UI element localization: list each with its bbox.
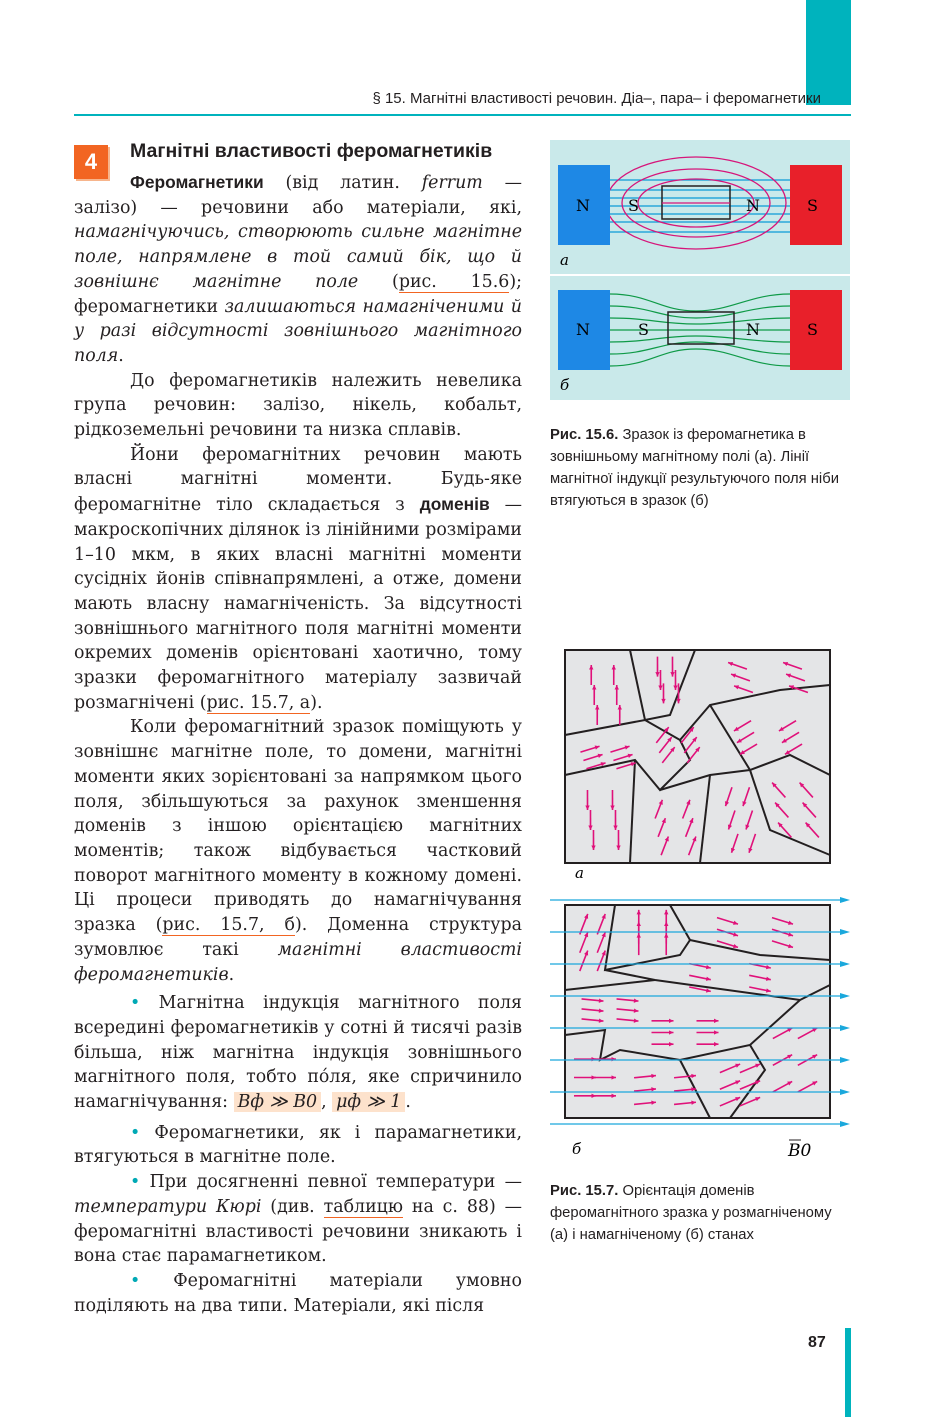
bullet-icon: • [130,1172,141,1193]
text-run: — залізо) — речовини або матеріали, які, [74,173,522,218]
caption-15-7 [550,1180,850,1246]
pole-label: N [576,320,590,339]
pole-label: N [576,196,590,215]
main-text [74,170,522,1318]
field-arrowhead [840,1057,850,1063]
figure-link-15-6[interactable]: рис. 15.6 [398,271,510,292]
text-run: Коли феромагнітний зразок поміщують у зовнішнє магнітне поле, то домени, магнітні моменти яких зорієнтовані за напрямком цього поля, збільшуються за рахунок зменшення доменів з іншою орієнтацією магнітних моментів; також відбувається частковий поворот магнітного моменту в кожному домені. Ці процеси приводять до намагнічування зразка ( [74,717,522,936]
sample-magnetized [565,905,830,1118]
figure-15-6-panel-b [550,276,850,400]
text-run: ); феромагнетики [74,271,522,317]
pole-label: S [638,320,649,339]
term-ferromagnetics: Феромагнетики [130,172,264,192]
panel-label-a: а [560,251,569,269]
text-run: Магнітна індукція магнітного поля всередині феромагнетиків у сотні й тисячі разів більша, ніж магнітна індукція зовнішнього магнітного поля, тобто по́ля, яке спричинило намагнічування: [74,993,522,1113]
pole-label: N [746,320,760,339]
pole-label: N [746,196,760,215]
panel-label-a: а [575,864,584,882]
figure-15-7-panel-b [550,897,850,1161]
text-run: ( [358,271,399,292]
panel-label-b: б [560,376,570,394]
properties-italic: магнітні властивості феромагнетиків [74,939,522,985]
bullet-icon: • [130,993,141,1014]
caption-15-6 [550,424,850,512]
b0-label: B0 [788,1141,812,1161]
text-run: Йони феромагнітних речовин мають власні магнітні моменти. Будь-яке феромагнітне тіло складається з [74,444,522,516]
paragraph-4 [74,715,522,987]
field-arrowhead [840,929,850,935]
figure-link-15-7b[interactable]: рис. 15.7, б [162,915,295,936]
bullet-icon: • [130,1122,141,1143]
chapter-tab-bottom [845,1328,851,1417]
term-domains: доменів [419,494,490,515]
bullet-2 [74,1121,522,1170]
caption-label: Рис. 15.7. [550,1183,619,1199]
term-curie: температури Кюрі [74,1196,262,1217]
text-run: При досягненні певної температури — [149,1172,523,1193]
figure-15-6 [550,140,850,400]
text-run: Феромагнітні матеріали умовно поділяють на два типи. Матеріали, які після [74,1270,522,1316]
sample-demagnetized [565,650,830,863]
paragraph-1 [74,170,522,369]
formula-mu-ferro: μф ≫ 1 [332,1092,405,1112]
field-arrowhead [840,993,850,999]
bullet-4 [74,1269,522,1318]
formula-b-ferro: Bф ≫ B0 [234,1092,322,1112]
pole-label: S [807,320,818,339]
table-link[interactable]: таблицю [323,1196,403,1217]
caption-label: Рис. 15.6. [550,427,619,443]
bullet-icon: • [130,1270,141,1291]
text-run: на с. 88) — феромагнітні властивості речовини зникають і вона стає парамагнетиком. [74,1196,522,1267]
caption-text: Орієнтація доменів феромагнітного зразка у розмагніченому (а) і намагніченому (б) станах [550,1183,832,1243]
latin-word: ferrum [421,173,483,193]
page-number: 87 [808,1334,826,1351]
text-run: Феромагнетики, як і парамагнетики, втягуються в магнітне поле. [74,1122,522,1168]
text-run: (від латин. [263,173,422,193]
figure-15-6-panel-a [550,140,850,274]
field-arrowhead [840,961,850,967]
paragraph-3 [74,443,522,716]
pole-label: S [807,196,818,215]
field-arrowhead [840,897,850,903]
bullet-1: • Магнітна індукція магнітного поля всередині феромагнетиків у сотні й тисячі разів більша, ніж магнітна індукція зовнішнього магнітного поля, тобто по́ля, яке спричинило намагнічування: Bф ≫ B0 , μф ≫ 1 . [74,993,522,1113]
figure-15-7 [550,645,852,1170]
field-arrowhead [840,1089,850,1095]
text-run: . [118,345,124,366]
section-number-badge: 4 [74,145,108,179]
text-run: . [228,964,235,985]
section-title: Магнітні властивості феромагнетиків [130,140,493,162]
bullet-3 [74,1170,522,1269]
panel-label-b: б [572,1140,582,1158]
figure-15-7-panel-a [565,650,830,882]
field-arrowhead [840,1025,850,1031]
figure-link-15-7a[interactable]: рис. 15.7, а [206,692,311,713]
text-run: (див. [261,1196,324,1217]
text-run: ). [310,692,323,713]
definition-italic-2: залишаються намагніченими й у разі відсутності зовнішнього магнітного поля [74,296,522,366]
pole-label: S [628,196,639,215]
running-header [74,90,851,116]
definition-italic: намагнічуючись, створюють сильне магнітне поле, напрямлене в той самий бік, що й зовнішнє магнітне поле [74,222,522,292]
text-run: ). Доменна структура зумовлює такі [74,915,522,960]
header-text: § 15. Магнітні властивості речовин. Діа–, пара– і феромагнетики [372,90,821,107]
paragraph-2: До феромагнетиків належить невелика група речовин: залізо, нікель, кобальт, рідкоземельні речовини та низка сплавів. [74,370,522,441]
text-run: — макроскопічних ділянок із лінійними розмірами 1–10 мкм, в яких власні магнітні моменти сусідніх йонів співнапрямлені, а отже, домени мають власну намагніченість. За відсутності зовнішнього магнітного поля магнітні моменти окремих доменів орієнтовані хаотично, тому зразки феромагнітного матеріалу зазвичай розмагнічені ( [74,495,522,713]
caption-text: Зразок із феромагнетика в зовнішньому магнітному полі (а). Лінії магнітної індукції результуючого поля ніби втягуються в зразок (б) [550,427,839,509]
field-arrowhead [840,1121,850,1127]
